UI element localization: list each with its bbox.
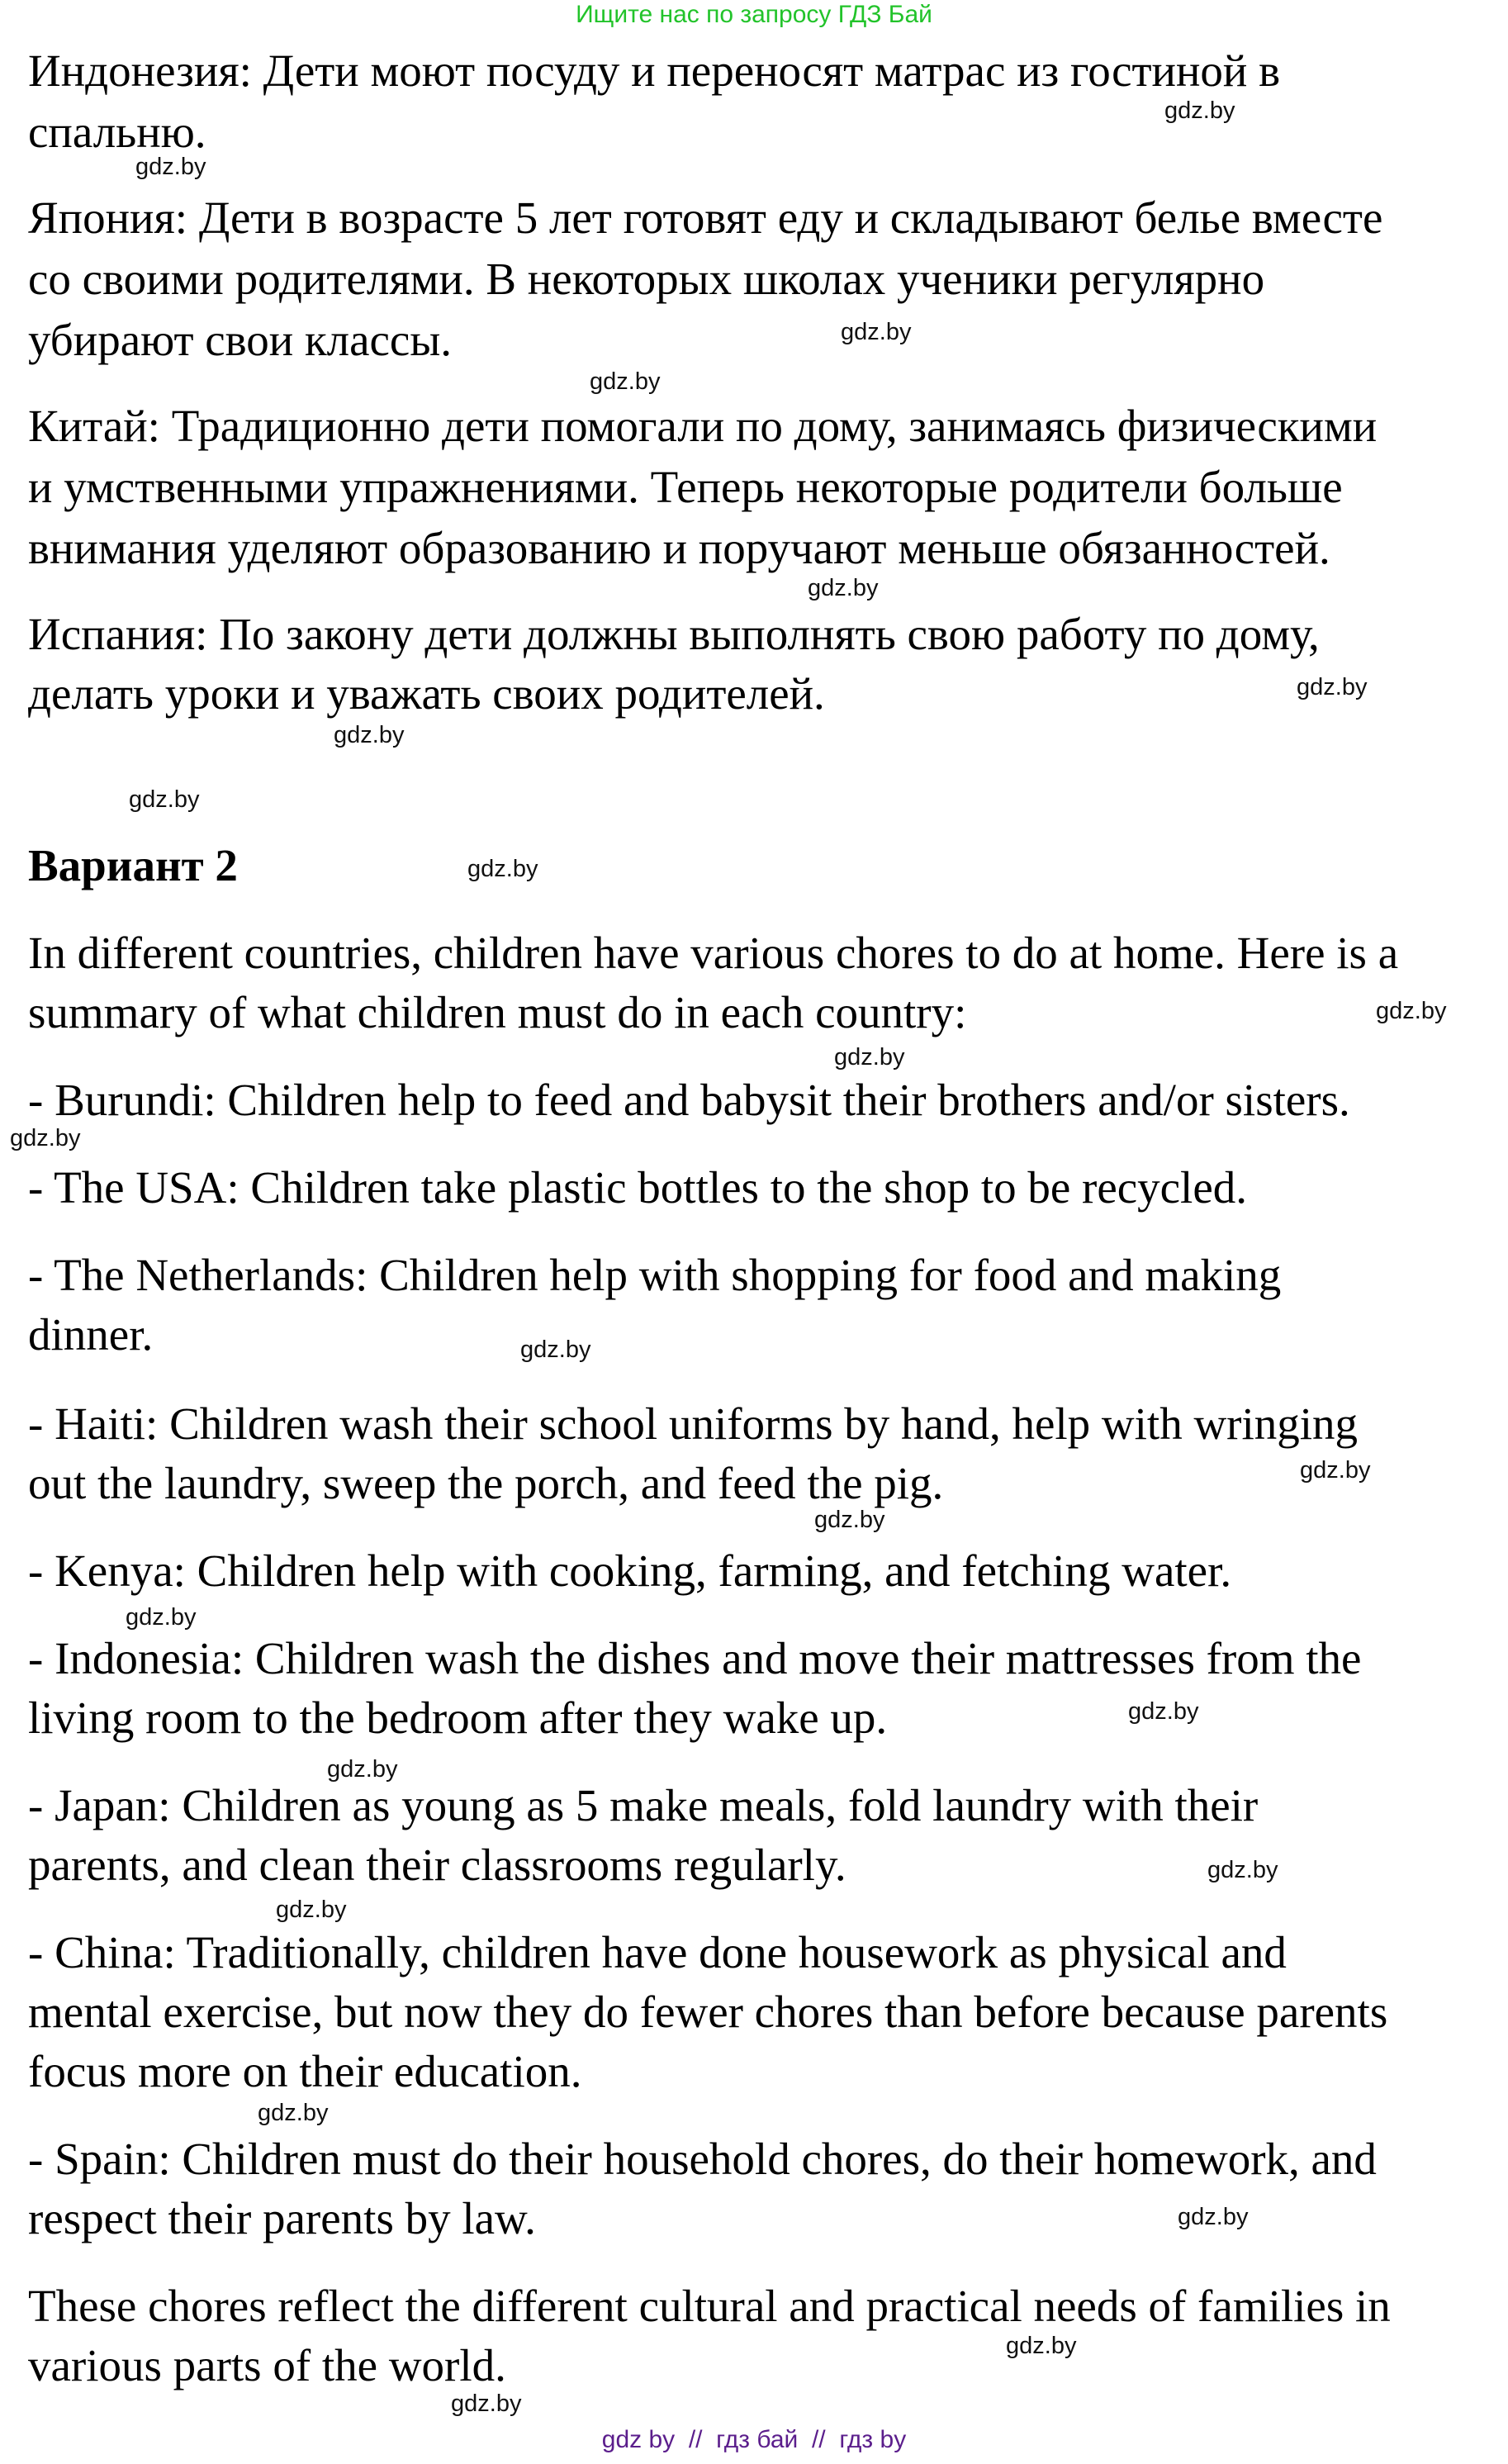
- watermark: gdz.by: [834, 1044, 905, 1071]
- text-line: In different countries, children have various chores to do at home. Here is a: [28, 928, 1399, 978]
- watermark: gdz.by: [1178, 2204, 1249, 2230]
- watermark: gdz.by: [1128, 1698, 1199, 1725]
- text-line: Испания: По закону дети должны выполнять свою работу по дому,: [28, 609, 1320, 659]
- text-line: living room to the bedroom after they wake up.: [28, 1693, 888, 1743]
- list-item: - Indonesia: Children wash the dishes and move their mattresses from the: [28, 1633, 1362, 1683]
- watermark: gdz.by: [10, 1125, 81, 1151]
- watermark: gdz.by: [520, 1336, 591, 1363]
- list-item: - Spain: Children must do their household chores, do their homework, and: [28, 2134, 1377, 2184]
- list-item: - Kenya: Children help with cooking, farming, and fetching water.: [28, 1545, 1232, 1596]
- watermark: gdz.by: [841, 319, 912, 345]
- watermark: gdz.by: [467, 856, 538, 882]
- text-line: со своими родителями. В некоторых школах ученики регулярно: [28, 254, 1265, 304]
- text-line: These chores reflect the different cultural and practical needs of families in: [28, 2281, 1391, 2331]
- text-line: Япония: Дети в возрасте 5 лет готовят еду и складывают белье вместе: [28, 192, 1383, 243]
- text-line: various parts of the world.: [28, 2340, 506, 2390]
- watermark: gdz.by: [135, 154, 206, 180]
- list-item: - The Netherlands: Children help with shopping for food and making: [28, 1250, 1282, 1300]
- watermark: gdz.by: [334, 722, 405, 748]
- search-banner[interactable]: Ищите нас по запросу ГДЗ Бай: [576, 1, 932, 28]
- footer-links[interactable]: gdz by // гдз бай // гдз by: [601, 2426, 907, 2453]
- text-line: dinner.: [28, 1309, 154, 1360]
- watermark: gdz.by: [327, 1756, 398, 1783]
- watermark: gdz.by: [1006, 2333, 1077, 2359]
- list-item: - Japan: Children as young as 5 make meals, fold laundry with their: [28, 1780, 1259, 1830]
- text-line: внимания уделяют образованию и поручают меньше обязанностей.: [28, 523, 1330, 573]
- watermark: gdz.by: [590, 368, 661, 395]
- text-line: parents, and clean their classrooms regularly.: [28, 1840, 846, 1890]
- list-item: - Haiti: Children wash their school uniforms by hand, help with wringing: [28, 1398, 1359, 1449]
- text-line: mental exercise, but now they do fewer chores than before because parents: [28, 1987, 1388, 2037]
- text-line: focus more on their education.: [28, 2046, 582, 2096]
- text-line: делать уроки и уважать своих родителей.: [28, 668, 825, 719]
- watermark: gdz.by: [1300, 1457, 1371, 1484]
- watermark: gdz.by: [129, 786, 200, 813]
- watermark: gdz.by: [1207, 1857, 1278, 1883]
- list-item: - Burundi: Children help to feed and babysit their brothers and/or sisters.: [28, 1075, 1350, 1125]
- watermark: gdz.by: [258, 2100, 329, 2126]
- watermark: gdz.by: [1376, 998, 1447, 1024]
- watermark: gdz.by: [808, 575, 879, 601]
- text-line: и умственными упражнениями. Теперь некоторые родители больше: [28, 462, 1343, 512]
- watermark: gdz.by: [126, 1604, 197, 1631]
- watermark: gdz.by: [276, 1897, 347, 1923]
- list-item: - The USA: Children take plastic bottles to the shop to be recycled.: [28, 1162, 1248, 1213]
- section-heading: Вариант 2: [28, 840, 238, 890]
- watermark: gdz.by: [814, 1507, 885, 1533]
- text-line: respect their parents by law.: [28, 2193, 536, 2243]
- text-line: Индонезия: Дети моют посуду и переносят матрас из гостиной в: [28, 45, 1281, 96]
- text-line: спальню.: [28, 107, 206, 157]
- text-line: убирают свои классы.: [28, 315, 453, 365]
- list-item: - China: Traditionally, children have done housework as physical and: [28, 1927, 1287, 1977]
- watermark: gdz.by: [451, 2390, 522, 2417]
- text-line: summary of what children must do in each country:: [28, 987, 967, 1037]
- text-line: Китай: Традиционно дети помогали по дому, занимаясь физическими: [28, 401, 1378, 451]
- watermark: gdz.by: [1164, 97, 1235, 124]
- watermark: gdz.by: [1297, 674, 1368, 700]
- text-line: out the laundry, sweep the porch, and feed the pig.: [28, 1458, 944, 1508]
